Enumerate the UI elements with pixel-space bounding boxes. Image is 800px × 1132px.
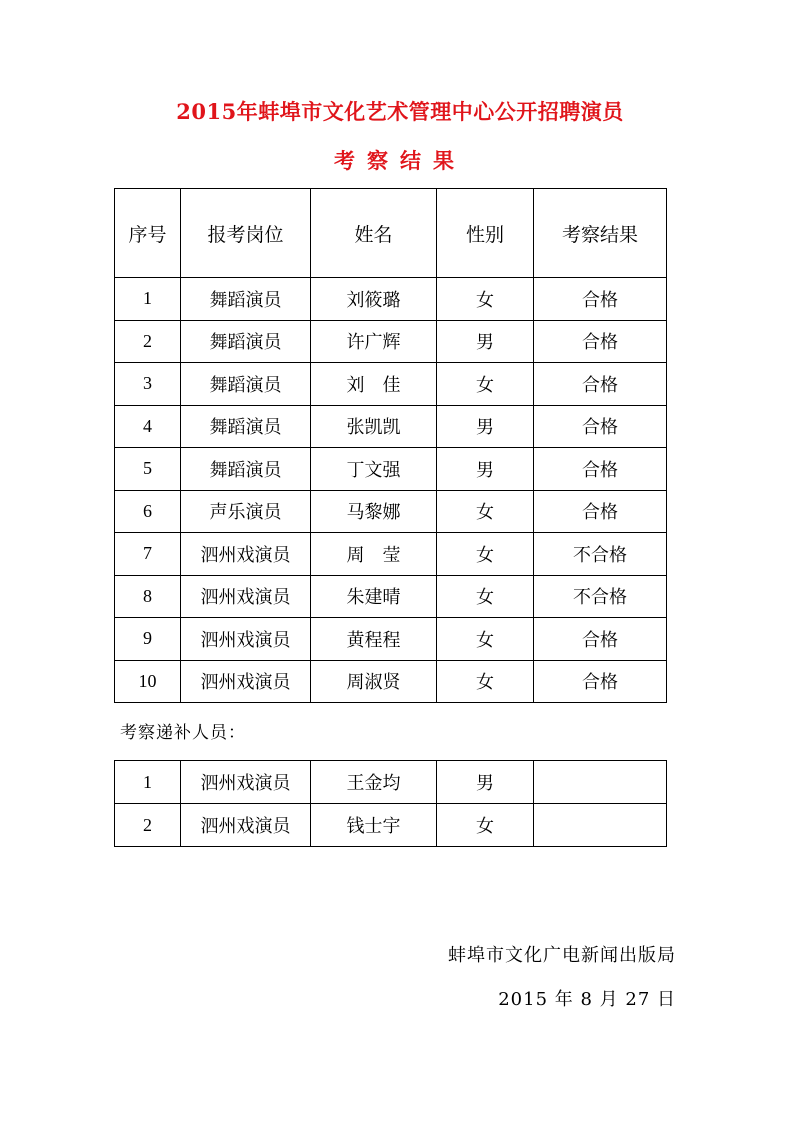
cell-gender: 男 (437, 405, 534, 448)
cell-name: 马黎娜 (311, 490, 437, 533)
cell-gender: 女 (437, 363, 534, 406)
issue-date: 2015 年 8 月 27 日 (498, 989, 676, 1010)
cell-position: 声乐演员 (181, 490, 311, 533)
cell-result: 合格 (534, 363, 667, 406)
document-subtitle: 考察结果 (334, 148, 466, 173)
table-row (115, 448, 667, 491)
cell-name: 周 莹 (311, 533, 437, 576)
cell-position: 舞蹈演员 (181, 363, 311, 406)
cell-position: 舞蹈演员 (181, 278, 311, 321)
cell-position: 泗州戏演员 (181, 660, 311, 703)
cell-number: 1 (115, 278, 181, 321)
cell-position: 泗州戏演员 (181, 804, 311, 847)
cell-result: 合格 (534, 448, 667, 491)
cell-gender: 女 (437, 278, 534, 321)
cell-gender: 女 (437, 804, 534, 847)
results-table (114, 188, 667, 703)
cell-gender: 女 (437, 660, 534, 703)
table-row (115, 618, 667, 661)
header-gender: 性别 (437, 189, 534, 278)
table-row (115, 660, 667, 703)
cell-gender: 男 (437, 320, 534, 363)
table-row (115, 405, 667, 448)
table-row (115, 320, 667, 363)
cell-name: 周淑贤 (311, 660, 437, 703)
document-title: 2015年蚌埠市文化艺术管理中心公开招聘演员 (176, 99, 624, 124)
cell-position: 舞蹈演员 (181, 320, 311, 363)
cell-position: 舞蹈演员 (181, 405, 311, 448)
cell-number: 2 (115, 320, 181, 363)
cell-number: 3 (115, 363, 181, 406)
cell-result (534, 761, 667, 804)
header-result: 考察结果 (534, 189, 667, 278)
cell-name: 许广辉 (311, 320, 437, 363)
cell-gender: 男 (437, 448, 534, 491)
cell-position: 舞蹈演员 (181, 448, 311, 491)
cell-position: 泗州戏演员 (181, 618, 311, 661)
table-row (115, 278, 667, 321)
cell-number: 2 (115, 804, 181, 847)
cell-result: 合格 (534, 405, 667, 448)
issuing-organization: 蚌埠市文化广电新闻出版局 (448, 945, 676, 966)
supplement-label: 考察递补人员： (120, 723, 246, 743)
cell-position: 泗州戏演员 (181, 533, 311, 576)
table-row (115, 533, 667, 576)
cell-result: 合格 (534, 490, 667, 533)
cell-name: 丁文强 (311, 448, 437, 491)
header-position: 报考岗位 (181, 189, 311, 278)
cell-number: 4 (115, 405, 181, 448)
cell-result: 合格 (534, 618, 667, 661)
cell-result: 不合格 (534, 533, 667, 576)
table-row (115, 804, 667, 847)
cell-number: 6 (115, 490, 181, 533)
cell-gender: 女 (437, 575, 534, 618)
supplement-table (114, 760, 667, 847)
cell-name: 张凯凯 (311, 405, 437, 448)
cell-number: 7 (115, 533, 181, 576)
cell-result: 合格 (534, 320, 667, 363)
header-name: 姓名 (311, 189, 437, 278)
table-row (115, 490, 667, 533)
table-row (115, 575, 667, 618)
cell-name: 朱建晴 (311, 575, 437, 618)
cell-gender: 男 (437, 761, 534, 804)
cell-gender: 女 (437, 533, 534, 576)
cell-result: 合格 (534, 660, 667, 703)
cell-name: 黄程程 (311, 618, 437, 661)
cell-result: 合格 (534, 278, 667, 321)
cell-position: 泗州戏演员 (181, 761, 311, 804)
cell-result: 不合格 (534, 575, 667, 618)
cell-gender: 女 (437, 618, 534, 661)
cell-name: 刘筱璐 (311, 278, 437, 321)
cell-number: 8 (115, 575, 181, 618)
cell-gender: 女 (437, 490, 534, 533)
cell-number: 10 (115, 660, 181, 703)
cell-position: 泗州戏演员 (181, 575, 311, 618)
cell-number: 9 (115, 618, 181, 661)
cell-number: 5 (115, 448, 181, 491)
table-header-row (115, 189, 667, 278)
cell-name: 钱士宇 (311, 804, 437, 847)
cell-number: 1 (115, 761, 181, 804)
table-row (115, 363, 667, 406)
header-number: 序号 (115, 189, 181, 278)
cell-name: 王金均 (311, 761, 437, 804)
table-row (115, 761, 667, 804)
cell-result (534, 804, 667, 847)
cell-name: 刘 佳 (311, 363, 437, 406)
